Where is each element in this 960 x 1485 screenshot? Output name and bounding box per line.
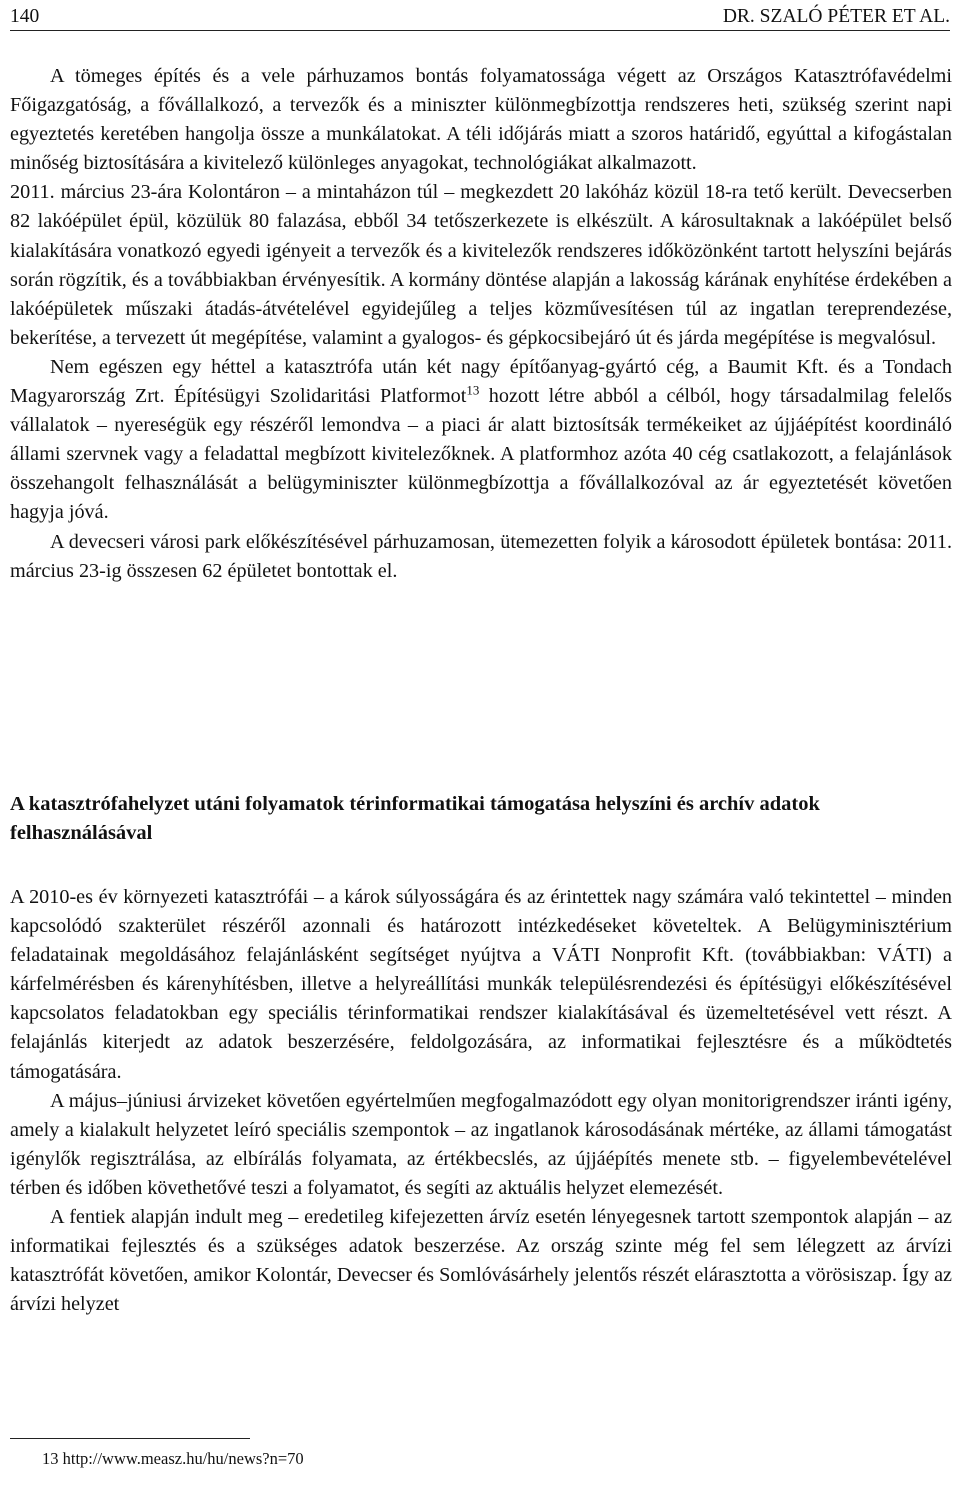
paragraph: A devecseri városi park előkészítésével párhuzamosan, ütemezetten folyik a károsodott épületek bontása: 2011. március 23-ig összesen 62 épületet bontottak el. — [10, 530, 952, 582]
paragraph-text: hozott létre abból a célból, hogy társadalmilag felelős vállalatok – nyereségük egy részéről lemondva – a piaci ár alatt biztosítsák termékeiket az újjáépítést koordináló állami szervnek vagy a feladattal megbízott kivitelezőknek. A platformhoz azóta 40 cég csatlakozott, a felajánlások összehangolt felhasználását a belügyminiszter különmegbízottja a fővállalkozóval az ár egyeztetését követően hagyja jóvá. — [10, 385, 952, 524]
paragraph: A tömeges építés és a vele párhuzamos bontás folyamatossága végett az Országos Katasztrófavédelmi Főigazgatóság, a fővállalkozó, a tervezők és a miniszter különmegbízottja rendszeres heti, szükség szerint napi egyeztetés keretében hangolja össze a munkálatokat. A téli időjárás miatt a szoros határidő, egyúttal a kifogástalan minőség biztosítására a kivitelező különleges anyagokat, technológiákat alkalmazott. — [10, 65, 952, 175]
section-2-body — [10, 883, 952, 1319]
footnote-reference[interactable]: 13 — [466, 382, 480, 398]
paragraph — [10, 353, 952, 528]
footnote: 13 http://www.measz.hu/hu/news?n=70 — [42, 1449, 304, 1468]
footnote-divider — [10, 1438, 250, 1439]
paragraph: A 2010-es év környezeti katasztrófái – a károk súlyosságára és az érintettek nagy számára való tekintettel – minden kapcsolódó szakterület részéről azonnali és határozott intézkedéseket követeltek. A Belügyminisztérium feladatainak megoldásához felajánlásként segítséget nyújtva a VÁTI Nonprofit Kft. (továbbiakban: VÁTI) a kárfelmérésben és kárenyhítésben, illetve a helyreállítási munkák településrendezési és építésügyi előkészítésével kapcsolatos feladatokban egy speciális térinformatikai rendszer kialakításával és üzemeltetésével vett részt. A felajánlás kiterjedt az adatok beszerzésére, feldolgozására, az informatikai fejlesztésre és a működtetés támogatására. — [10, 886, 952, 1083]
section-1-body — [10, 62, 952, 586]
section-heading: A katasztrófahelyzet utáni folyamatok térinformatikai támogatása helyszíni és archív adatok felhasználásával — [10, 793, 820, 844]
running-title: DR. SZALÓ PÉTER ET AL. — [722, 6, 950, 27]
paragraph-text: Nem egészen egy héttel a katasztrófa után két nagy építőanyag-gyártó cég, a Baumit Kft. és a Tondach Magyarország Zrt. Építésügyi Szolidaritási Platformot — [10, 355, 952, 408]
paragraph: A fentiek alapján indult meg – eredetileg kifejezetten árvíz esetén lényegesnek tartott szempontok alapján – az informatikai fejlesztés és a szükséges adatok beszerzése. Az ország szinte még fel sem lélegzett az árvízi katasztrófát követően, amikor Kolontár, Devecser és Somlóvásárhely jelentős részét elárasztotta a vörösiszap. Így az árvízi helyzet — [10, 1206, 952, 1316]
page-header — [10, 4, 950, 31]
paragraph: A május–júniusi árvizeket követően egyértelműen megfogalmazódott egy olyan monitorigrendszer iránti igény, amely a kialakult helyzetet leíró speciális szempontok – az ingatlanok károsodásának mértéke, az állami támogatást igénylők regisztrálása, az elbírálás folyamata, az értékbecslés, az újjáépítés menete stb. – figyelembevételével térben és időben követhetővé teszi a folyamatot, és segíti az aktuális helyzet elemezését. — [10, 1089, 952, 1199]
paragraph: 2011. március 23-ára Kolontáron – a mintaházon túl – megkezdett 20 lakóház közül 18-ra tető került. Devecserben 82 lakóépület épül, közülük 80 falazása, ebből 34 tetőszerkezete is elkészült. A károsultaknak a lakóépület belső kialakítására vonatkozó egyedi igényeit a tervezők és a kivitelezők rendszeres időközönként tartott helyszíni bejárás során rögzítik, és a továbbiakban érvényesítik. A kormány döntése alapján a lakosság kárának enyhítése érdekében a lakóépületek műszaki átadás-átvételével egyidejűleg a teljes közművesítésen túl az ingatlan tereprendezése, bekerítése, a tervezett út megépítése, valamint a gyalogos- és gépkocsibejáró út és járda megépítése is megvalósul. — [10, 181, 952, 349]
page-number: 140 — [10, 6, 40, 27]
